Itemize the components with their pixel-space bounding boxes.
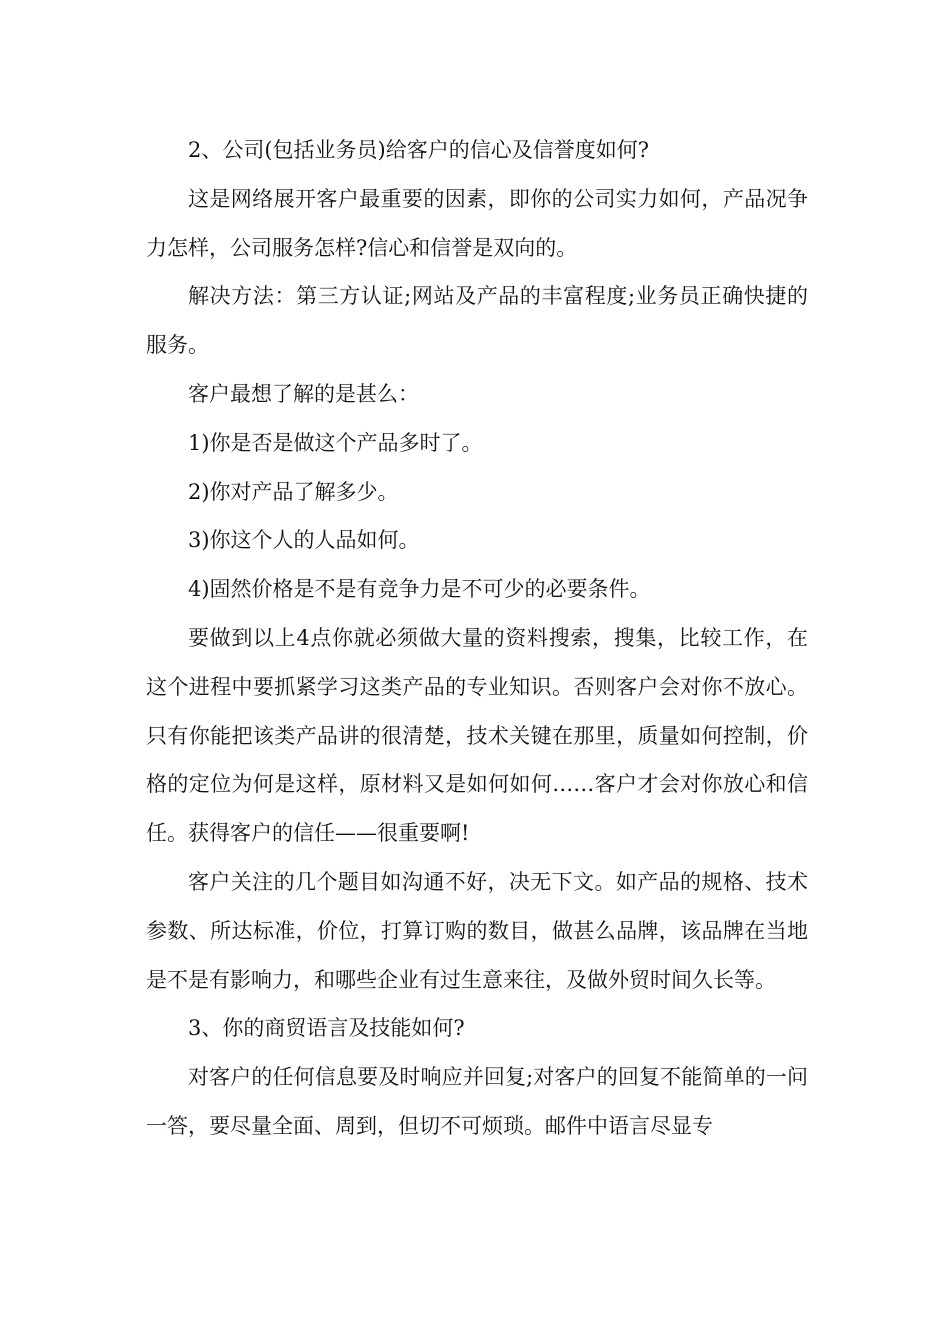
paragraph: 解决方法：第三方认证;网站及产品的丰富程度;业务员正确快捷的服务。 bbox=[146, 284, 808, 358]
paragraph: 这是网络展开客户最重要的因素，即你的公司实力如何，产品况争力怎样，公司服务怎样?信心和信誉是双向的。 bbox=[146, 186, 808, 260]
document-body bbox=[146, 126, 808, 1151]
paragraph: 客户关注的几个题目如沟通不好，决无下文。如产品的规格、技术参数、所达标准，价位，打算订购的数目，做甚么品牌，该品牌在当地是不是有影响力，和哪些企业有过生意来往，及做外贸时间久长等。 bbox=[146, 869, 808, 992]
list-item: 3)你这个人的人品如何。 bbox=[188, 528, 420, 553]
paragraph: 要做到以上4点你就必须做大量的资料搜索，搜集，比较工作，在这个进程中要抓紧学习这类产品的专业知识。否则客户会对你不放心。只有你能把该类产品讲的很清楚，技术关键在那里，质量如何控制，价格的定位为何是这样，原材料又是如何如何……客户才会对你放心和信任。获得客户的信任——很重要啊! bbox=[146, 625, 808, 846]
paragraph-heading-3: 3、你的商贸语言及技能如何? bbox=[188, 1016, 465, 1041]
list-item: 1)你是否是做这个产品多时了。 bbox=[188, 430, 483, 455]
paragraph-heading-2: 2、公司(包括业务员)给客户的信心及信誉度如何? bbox=[188, 138, 650, 162]
list-item: 4)固然价格是不是有竞争力是不可少的必要条件。 bbox=[188, 577, 651, 602]
paragraph: 客户最想了解的是甚么： bbox=[188, 381, 419, 406]
list-item: 2)你对产品了解多少。 bbox=[188, 479, 399, 504]
paragraph: 对客户的任何信息要及时响应并回复;对客户的回复不能简单的一问一答，要尽量全面、周到，但切不可烦琐。邮件中语言尽显专 bbox=[146, 1065, 808, 1138]
